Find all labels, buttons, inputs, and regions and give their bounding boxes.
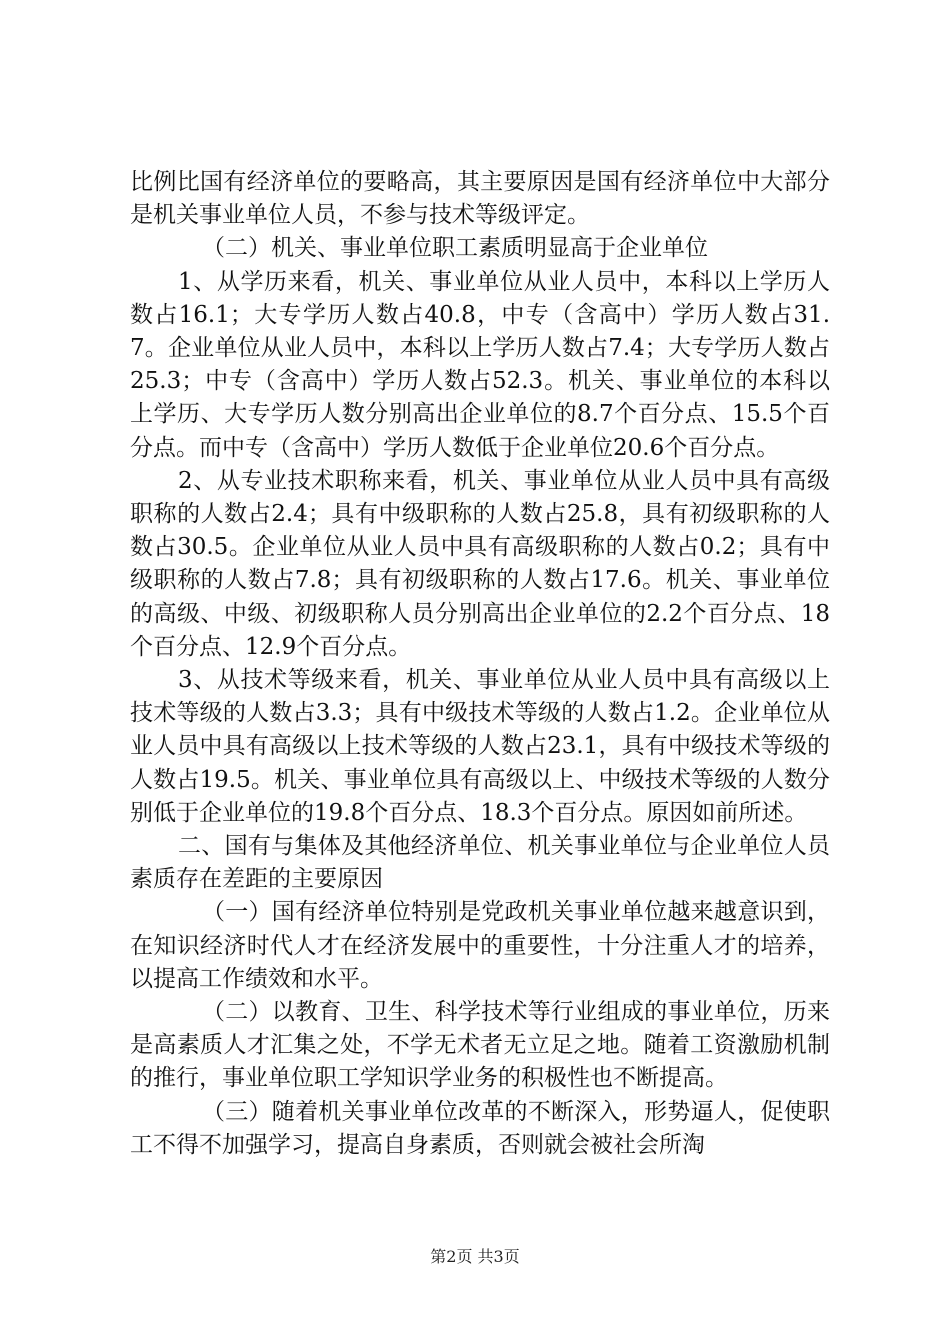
section-heading-reasons: 二、国有与集体及其他经济单位、机关事业单位与企业单位人员素质存在差距的主要原因 bbox=[130, 833, 830, 893]
paragraph-education: 1、从学历来看，机关、事业单位从业人员中，本科以上学历人数占16.1；大专学历人数占40.8，中专（含高中）学历人数占31.7。企业单位从业人员中，本科以上学历人数占7.4；大专学历人数占25.3；中专（含高中）学历人数占52.3。机关、事业单位的本科以上学历、大专学历人数分别高出企业单位的8.7个百分点、15.5个百分点。而中专（含高中）学历人数低于企业单位20.6个百分点。 bbox=[130, 268, 830, 461]
page-footer: 第2页 共3页 bbox=[430, 1247, 520, 1266]
paragraph-reason-3: （三）随着机关事业单位改革的不断深入，形势逼人，促使职工不得不加强学习，提高自身素质，否则就会被社会所淘 bbox=[130, 1098, 830, 1158]
paragraph-continuation: 比例比国有经济单位的要略高，其主要原因是国有经济单位中大部分是机关事业单位人员，不参与技术等级评定。 bbox=[130, 169, 830, 229]
paragraph-reason-1: （一）国有经济单位特别是党政机关事业单位越来越意识到，在知识经济时代人才在经济发展中的重要性，十分注重人才的培养，以提高工作绩效和水平。 bbox=[130, 899, 830, 992]
paragraph-reason-2: （二）以教育、卫生、科学技术等行业组成的事业单位，历来是高素质人才汇集之处，不学无术者无立足之地。随着工资激励机制的推行，事业单位职工学知识学业务的积极性也不断提高。 bbox=[130, 999, 830, 1092]
section-heading-2: （二）机关、事业单位职工素质明显高于企业单位 bbox=[202, 235, 708, 262]
paragraph-technical-grade: 3、从技术等级来看，机关、事业单位从业人员中具有高级以上技术等级的人数占3.3；具有中级技术等级的人数占1.2。企业单位从业人员中具有高级以上技术等级的人数占23.1，具有中级技术等级的人数占19.5。机关、事业单位具有高级以上、中级技术等级的人数分别低于企业单位的19.8个百分点、18.3个百分点。原因如前所述。 bbox=[130, 667, 830, 826]
paragraph-professional-title: 2、从专业技术职称来看，机关、事业单位从业人员中具有高级职称的人数占2.4；具有中级职称的人数占25.8，具有初级职称的人数占30.5。企业单位从业人员中具有高级职称的人数占0.2；具有中级职称的人数占7.8；具有初级职称的人数占17.6。机关、事业单位的高级、中级、初级职称人员分别高出企业单位的2.2个百分点、18个百分点、12.9个百分点。 bbox=[130, 467, 830, 660]
document-body bbox=[130, 166, 830, 1162]
